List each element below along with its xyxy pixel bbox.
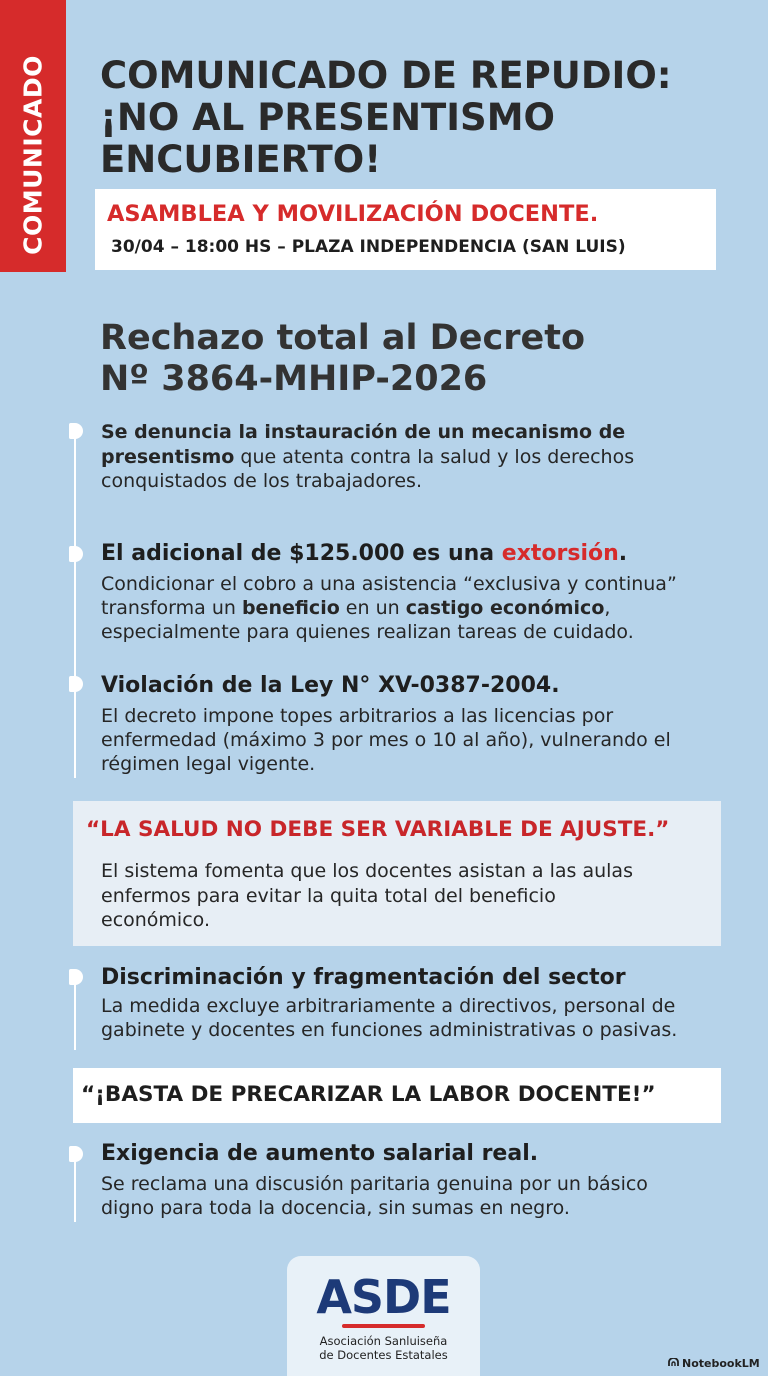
logo-name: ASDE — [316, 1270, 451, 1324]
quote-line-1: El sistema fomenta que los docentes asistan a las aulas — [101, 860, 633, 882]
bullet-icon — [69, 546, 83, 562]
point-3-line-3: régimen legal vigente. — [101, 753, 316, 775]
bullet-icon — [69, 423, 83, 439]
section-title — [100, 318, 720, 400]
notebooklm-credit — [668, 1357, 760, 1370]
point-4-line-1: La medida excluye arbitrariamente a directivos, personal de — [101, 995, 676, 1017]
quote-box — [73, 801, 721, 946]
point-2-line-2c: en un — [339, 597, 406, 619]
logo-subtitle-line-1: Asociación Sanluiseña — [319, 1334, 448, 1348]
point-1-line-3: conquistados de los trabajadores. — [101, 470, 422, 492]
event-headline: ASAMBLEA Y MOVILIZACIÓN DOCENTE. — [107, 201, 599, 227]
logo-subtitle — [287, 1334, 480, 1362]
point-2-heading — [101, 540, 741, 568]
quote-body — [101, 859, 701, 933]
point-discriminacion — [101, 964, 741, 1042]
point-2-heading-red: extorsión — [501, 541, 619, 566]
page-title — [100, 55, 740, 181]
title-line-2: ¡NO AL PRESENTISMO — [100, 96, 555, 139]
section-title-line-1: Rechazo total al Decreto — [100, 318, 585, 358]
timeline-line — [74, 428, 76, 778]
point-2-heading-text: El adicional de $125.000 es una — [101, 541, 502, 566]
quote-line-2: enfermos para evitar la quita total del beneficio — [101, 884, 556, 907]
bullet-icon — [69, 969, 83, 985]
bullet-icon — [69, 676, 83, 692]
point-2-line-2a: transforma un — [101, 597, 242, 619]
asde-logo — [287, 1256, 480, 1376]
point-2-line-2e: , — [604, 597, 611, 619]
slogan-text: “¡BASTA DE PRECARIZAR LA LABOR DOCENTE!” — [81, 1082, 656, 1107]
point-aumento — [101, 1140, 741, 1220]
point-2-line-2d: castigo económico — [405, 597, 605, 619]
bullet-icon — [69, 1146, 83, 1162]
title-line-1: COMUNICADO DE REPUDIO: — [100, 54, 672, 97]
point-2-heading-end: . — [618, 541, 628, 566]
point-2-line-3: especialmente para quienes realizan tareas de cuidado. — [101, 621, 634, 643]
credit-text: NotebookLM — [682, 1357, 760, 1370]
point-3-heading: Violación de la Ley N° XV-0387-2004. — [101, 673, 560, 698]
section-title-line-2: Nº 3864-MHIP-2026 — [100, 359, 488, 399]
point-4-heading: Discriminación y fragmentación del sector — [101, 965, 626, 990]
logo-accent-bar — [342, 1324, 425, 1328]
quote-title: “LA SALUD NO DEBE SER VARIABLE DE AJUSTE.” — [86, 817, 670, 842]
point-4-line-2: gabinete y docentes en funciones administrativas o pasivas. — [101, 1019, 678, 1041]
point-ley — [101, 672, 741, 776]
point-3-line-2: enfermedad (máximo 3 por mes o 10 al año), vulnerando el — [101, 729, 671, 751]
point-5-line-2: digno para toda la docencia, sin sumas en negro. — [101, 1197, 570, 1219]
point-5-heading: Exigencia de aumento salarial real. — [101, 1141, 539, 1166]
notebooklm-icon — [668, 1357, 679, 1370]
logo-subtitle-line-2: de Docentes Estatales — [319, 1348, 448, 1362]
event-details: 30/04 – 18:00 HS – PLAZA INDEPENDENCIA (SAN LUIS) — [111, 237, 626, 257]
point-1-bold: presentismo — [101, 445, 235, 468]
comunicado-ribbon — [0, 0, 66, 272]
ribbon-label: COMUNICADO — [18, 55, 48, 255]
point-2-line-2b: beneficio — [241, 597, 340, 619]
event-box — [95, 189, 716, 270]
point-5-line-1: Se reclama una discusión paritaria genuina por un básico — [101, 1173, 648, 1195]
slogan-banner — [73, 1068, 721, 1123]
point-1-line-1: Se denuncia la instauración de un mecanismo de — [101, 421, 626, 443]
point-2-line-1: Condicionar el cobro a una asistencia “exclusiva y continua” — [101, 573, 677, 595]
point-1-line-2: que atenta contra la salud y los derechos — [234, 445, 635, 468]
point-adicional — [101, 540, 741, 644]
point-3-line-1: El decreto impone topes arbitrarios a las licencias por — [101, 705, 614, 727]
title-line-3: ENCUBIERTO! — [100, 138, 382, 181]
quote-line-3: económico. — [101, 909, 210, 931]
point-presentismo — [101, 420, 741, 494]
